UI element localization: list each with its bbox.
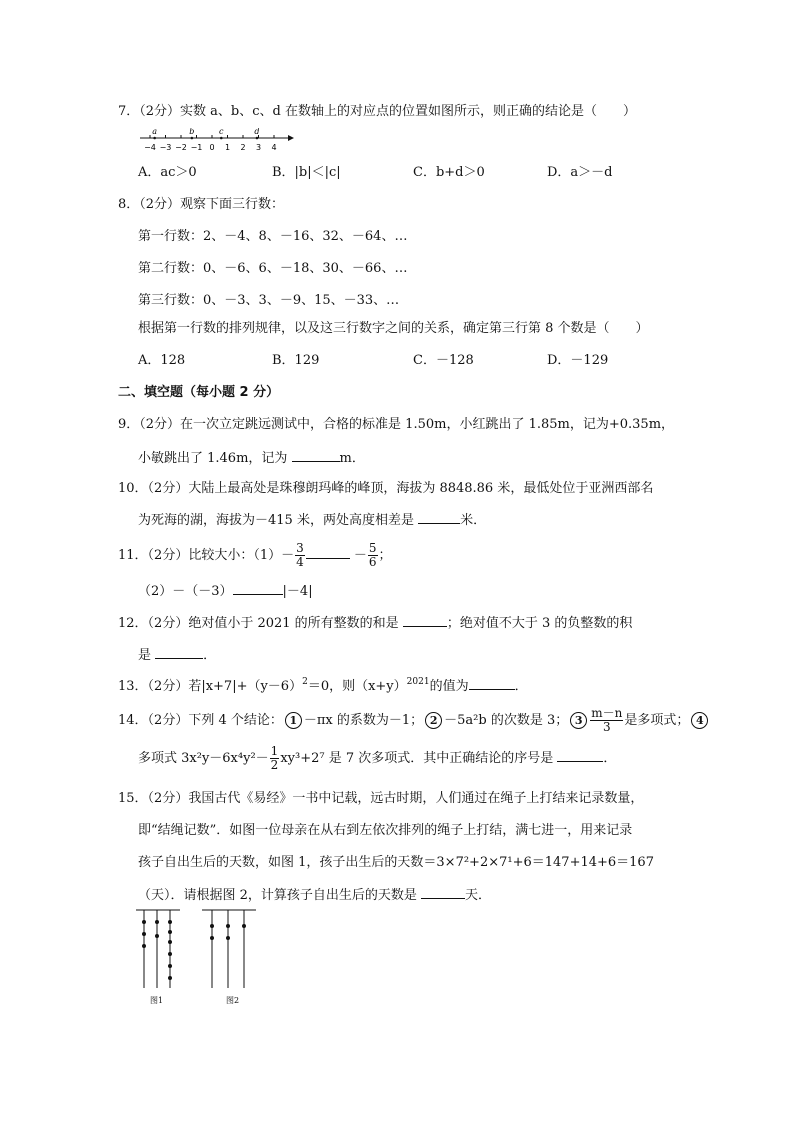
q13-answer-blank[interactable] bbox=[469, 676, 515, 690]
q12-text1: 12．（2分）绝对值小于 2021 的所有整数的和是 bbox=[118, 616, 399, 631]
q15-line4 bbox=[138, 885, 491, 905]
q9-answer-blank[interactable] bbox=[292, 448, 340, 462]
q7-option-c[interactable]: C．b+d＞0 bbox=[413, 165, 485, 180]
q14-claim4b: xy³+2⁷ 是 7 次多项式．其中正确结论的序号是 bbox=[280, 751, 554, 766]
q14-claim2: －5a²b 的次数是 3； bbox=[444, 713, 569, 728]
q12-text2: ；绝对值不大于 3 的负整数的积 bbox=[446, 616, 633, 631]
q7-stem: 7．（2分）实数 a、b、c、d 在数轴上的对应点的位置如图所示，则正确的结论是（ ） bbox=[118, 104, 636, 119]
q10-line2 bbox=[138, 510, 486, 530]
q8-row2: 第二行数：0、－6、6、－18、30、－66、… bbox=[138, 261, 408, 276]
q10-unit: 米． bbox=[460, 513, 487, 528]
q10-line1: 10．（2分）大陆上最高处是珠穆朗玛峰的峰顶，海拔为 8848.86 米，最低处位于亚洲西部名 bbox=[118, 481, 654, 496]
q12-answer-blank-2[interactable] bbox=[155, 645, 203, 659]
axis-point-label: b bbox=[189, 128, 195, 136]
q8-option-a[interactable]: A．128 bbox=[138, 353, 186, 368]
q11-answer-blank-2[interactable] bbox=[233, 581, 283, 595]
number-line bbox=[138, 128, 298, 154]
q15-answer-blank[interactable] bbox=[421, 885, 465, 899]
q12-answer-blank-1[interactable] bbox=[403, 613, 447, 627]
q11-minus: － bbox=[353, 548, 367, 563]
q8-question: 根据第一行数的排列规律，以及这三行数字之间的关系，确定第三行第 8 个数是（ ） bbox=[138, 321, 649, 336]
q11-answer-blank-1[interactable] bbox=[306, 545, 350, 559]
axis-tick-label: 3 bbox=[255, 143, 262, 152]
q11-line2 bbox=[138, 581, 313, 601]
figure-2-caption: 图2 bbox=[226, 996, 240, 1005]
axis-tick-label: 1 bbox=[224, 143, 231, 152]
q12-end: ． bbox=[203, 648, 217, 663]
q12-line1 bbox=[118, 613, 632, 633]
figure-1-knot-ropes bbox=[134, 908, 184, 990]
q7-option-a[interactable]: A．ac＞0 bbox=[138, 165, 197, 180]
q8-stem: 8．（2分）观察下面三行数： bbox=[118, 197, 285, 212]
axis-tick-label: 0 bbox=[209, 143, 215, 152]
axis-point-label: a bbox=[152, 128, 158, 136]
q13-line bbox=[118, 676, 528, 696]
q9-line1: 9．（2分）在一次立定跳远测试中，合格的标准是 1.50m，小红跳出了 1.85m，记为+0.35m， bbox=[118, 417, 675, 432]
q14-claim1: －πx 的系数为－1； bbox=[303, 713, 424, 728]
q8-row1: 第一行数：2、－4、8、－16、32、－64、… bbox=[138, 229, 408, 244]
axis-point bbox=[256, 137, 259, 140]
q9-unit: m． bbox=[339, 451, 365, 466]
q8-option-c[interactable]: C．－128 bbox=[413, 353, 474, 368]
fraction-1-2: $\frac{1}{2}$ bbox=[270, 744, 279, 772]
q12-line2 bbox=[138, 645, 216, 665]
q14-text: 14．（2分）下列 4 个结论： bbox=[118, 713, 283, 728]
q14-claim4a: 多项式 3x²y－6x⁴y²－ bbox=[138, 751, 269, 766]
q13-end: ． bbox=[514, 679, 528, 694]
q8-option-b[interactable]: B．129 bbox=[272, 353, 320, 368]
q13-exp2: 2021 bbox=[406, 677, 430, 687]
q7-option-d[interactable]: D．a＞－d bbox=[547, 165, 613, 180]
q13-text3: 的值为 bbox=[429, 679, 469, 694]
q7-option-b[interactable]: B．|b|＜|c| bbox=[272, 165, 341, 180]
axis-tick-label: −4 bbox=[144, 143, 156, 152]
q13-text2: ＝0，则（x+y） bbox=[307, 679, 407, 694]
axis-point bbox=[191, 137, 194, 140]
q14-answer-blank[interactable] bbox=[557, 748, 603, 762]
fraction-3-4: $\frac{3}{4}$ bbox=[296, 541, 304, 569]
fraction-m-minus-n-over-3: $\frac{m-n}{3}$ bbox=[591, 706, 623, 734]
q11-prefix: 11．（2分）比较大小：（1）－ bbox=[118, 548, 295, 563]
q15-text: （天）．请根据图 2，计算孩子自出生后的天数是 bbox=[138, 888, 417, 903]
axis-point bbox=[220, 137, 223, 140]
q13-exp1: 2 bbox=[302, 677, 308, 687]
circled-4-icon: 4 bbox=[691, 712, 708, 729]
axis-tick-label: 4 bbox=[271, 143, 277, 152]
q14-line2 bbox=[138, 742, 616, 776]
q15-line3: 孩子自出生后的天数，如图 1，孩子出生后的天数＝3×7²+2×7¹+6＝147+14+6＝167 bbox=[138, 855, 654, 870]
axis-tick-label: 2 bbox=[240, 143, 246, 152]
q15-line1: 15．（2分）我国古代《易经》一书中记载，远古时期，人们通过在绳子上打结来记录数量， bbox=[118, 791, 644, 806]
axis-tick-label: −2 bbox=[175, 143, 187, 152]
axis-point-label: c bbox=[219, 128, 224, 136]
fraction-5-6: $\frac{5}{6}$ bbox=[368, 541, 377, 569]
circled-2-icon: 2 bbox=[425, 712, 442, 729]
q14-line1 bbox=[118, 704, 710, 738]
q10-text: 为死海的湖，海拔为－415 米，两处高度相差是 bbox=[138, 513, 414, 528]
q14-claim3: 是多项式； bbox=[624, 713, 690, 728]
circled-3-icon: 3 bbox=[570, 712, 587, 729]
q15-line2: 即“结绳记数”．如图一位母亲在从右到左依次排列的绳子上打结，满七进一，用来记录 bbox=[138, 823, 633, 838]
axis-point bbox=[153, 137, 156, 140]
figure-1-caption: 图1 bbox=[150, 996, 164, 1005]
q14-end: ． bbox=[603, 751, 617, 766]
axis-tick-label: −1 bbox=[190, 143, 203, 152]
q13-text1: 13．（2分）若|x+7|+（y－6） bbox=[118, 679, 303, 694]
axis-point-label: d bbox=[254, 128, 260, 136]
q11-end: ； bbox=[378, 548, 392, 563]
section-heading: 二、填空题（每小题 2 分） bbox=[118, 385, 280, 400]
q8-row3: 第三行数：0、－3、3、－9、15、－33、… bbox=[138, 293, 400, 308]
q9-text: 小敏跳出了 1.46m，记为 bbox=[138, 451, 288, 466]
circled-1-icon: 1 bbox=[285, 712, 302, 729]
q8-option-d[interactable]: D．－129 bbox=[547, 353, 609, 368]
q11-line1 bbox=[118, 539, 392, 573]
q10-answer-blank[interactable] bbox=[418, 510, 460, 524]
q9-line2 bbox=[138, 448, 365, 468]
q12-text3: 是 bbox=[138, 648, 152, 663]
q11-abs: |－4| bbox=[282, 584, 313, 599]
figure-2-knot-ropes bbox=[200, 908, 260, 990]
axis-tick-label: −3 bbox=[159, 143, 172, 152]
q11-part2: （2）－（－3） bbox=[138, 584, 233, 599]
q15-unit: 天． bbox=[465, 888, 492, 903]
